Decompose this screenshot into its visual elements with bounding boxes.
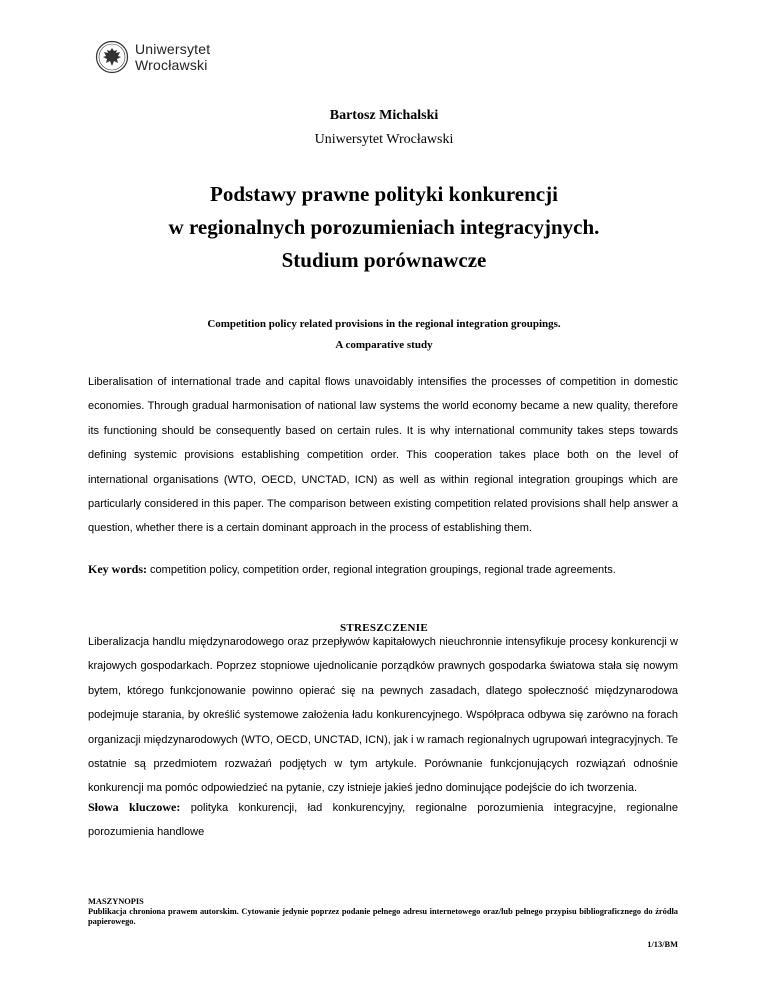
footer-heading: MASZYNOPIS bbox=[88, 897, 144, 906]
title-line-3: Studium porównawcze bbox=[281, 248, 487, 272]
title-line-1: Podstawy prawne polityki konkurencji bbox=[210, 182, 558, 206]
author-name: Bartosz Michalski bbox=[329, 108, 439, 123]
footer-notice bbox=[88, 897, 678, 927]
streszczenie-paragraph: Liberalizacja handlu międzynarodowego oraz przepływów kapitałowych nieuchronnie intensyfikuje procesy konkurencji w krajowych gospodarkach. Poprzez stopniowe ujednolicanie porządków prawnych gospodarka światowa stała się nowym bytem, którego funkcjonowanie powinno opierać się na pewnych zasadach, dlatego społeczność międzynarodowa podejmuje starania, by określić systemowe założenia ładu konkurencyjnego. Współpraca odbywa się zarówno na forach organizacji międzynarodowych (WTO, OECD, UNCTAD, ICN), jak i w ramach regionalnych ugrupowań integracyjnych. Te ostatnie są przedmiotem rozważań podjętych w tym artykule. Porównanie funkcjonujących rozwiązań odnośnie konkurencji ma pomóc odpowiedzieć na pytanie, czy istnieje jakieś jedno dominujące podejście do ich tworzenia. bbox=[88, 636, 678, 795]
slowa-kluczowe-text: polityka konkurencji, ład konkurencyjny, regionalne porozumienia integracyjne, regionalne porozumienia handlowe bbox=[88, 802, 678, 839]
eagle-emblem-icon bbox=[95, 40, 129, 74]
document-code: 1/13/BM bbox=[647, 940, 678, 949]
keywords-paragraph bbox=[88, 557, 678, 582]
author-affiliation: Uniwersytet Wrocławski bbox=[314, 132, 454, 147]
title-line-2: w regionalnych porozumieniach integracyjnych. bbox=[168, 215, 600, 239]
university-logo bbox=[95, 40, 210, 74]
keywords-label: Key words: bbox=[88, 562, 147, 576]
slowa-kluczowe-paragraph bbox=[88, 795, 678, 845]
logo-text-line1: Uniwersytet bbox=[135, 41, 211, 57]
english-title-line-2: A comparative study bbox=[335, 339, 433, 351]
english-title bbox=[0, 314, 768, 356]
abstract-paragraph: Liberalisation of international trade and capital flows unavoidably intensifies the processes of competition in domestic economies. Through gradual harmonisation of national law systems the world economy became a new quality, therefore its functioning should be consequently based on certain rules. It is why international community takes steps towards defining systemic provisions establishing competition order. This cooperation takes place both on the level of international organisations (WTO, OECD, UNCTAD, ICN) as well as within regional integration groupings which are particularly considered in this paper. The comparison between existing competition related provisions shall help answer a question, whether there is a certain dominant approach in the process of establishing them. bbox=[88, 376, 678, 535]
slowa-kluczowe-label: Słowa kluczowe: bbox=[88, 800, 181, 814]
logo-text-line2: Wrocławski bbox=[135, 57, 208, 73]
keywords-text: competition policy, competition order, regional integration groupings, regional trade agreements. bbox=[147, 564, 616, 576]
streszczenie-heading: STRESZCZENIE bbox=[340, 622, 428, 634]
english-title-line-1: Competition policy related provisions in the regional integration groupings. bbox=[207, 318, 561, 330]
footer-copyright: Publikacja chroniona prawem autorskim. Cytowanie jedynie poprzez podanie pełnego adresu internetowego oraz/lub pełnego przypisu bibliograficznego do źródła papierowego. bbox=[88, 907, 678, 926]
page-title bbox=[0, 178, 768, 277]
